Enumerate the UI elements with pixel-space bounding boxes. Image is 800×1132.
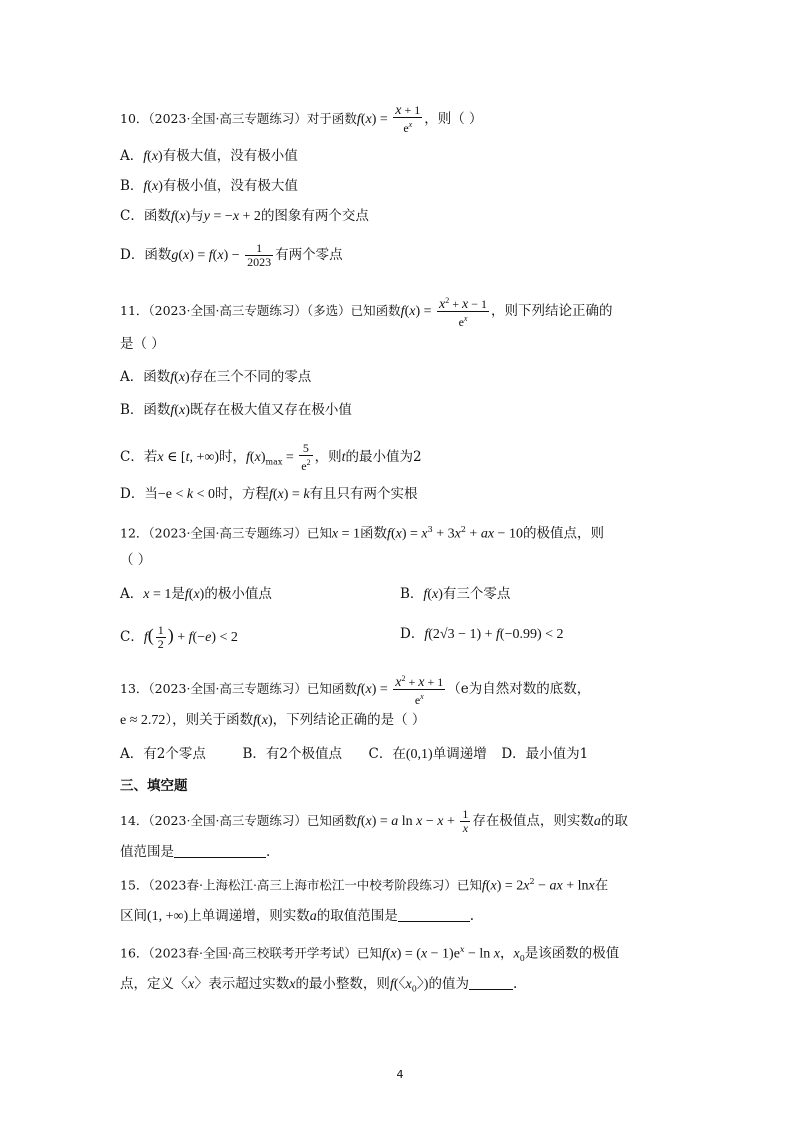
q13-stem: 13．（2023·全国·高三专题练习）已知函数f(x) = $\frac{x^2 + x + 1}{e^x}$ （e为自然对数的底数， — [120, 674, 591, 707]
q12-option-b: B．f(x)有三个零点 — [400, 586, 511, 602]
q11-stem-cont: 是（ ） — [120, 336, 165, 352]
q14-stem: 14．（2023·全国·高三专题练习）已知函数f(x) = a ln x − x + $\frac{1}{x}$ 存在极值点，则实数a的取 — [120, 807, 628, 835]
q10-option-b: B．f(x)有极小值，没有极大值 — [120, 178, 298, 194]
q10-stem: 10．（2023·全国·高三专题练习）对于函数f(x) = $\frac{x + 1}{e^x}$ ，则（ ） — [120, 103, 483, 135]
q11-option-b: B．函数f(x)既存在极大值又存在极小值 — [120, 402, 352, 418]
q16-stem-cont: 点，定义〈x〉表示超过实数x的最小整数，则f(〈$x_0$〉)的值为 . — [120, 976, 518, 994]
q13-option-c: C．在(0,1)单调递增 — [368, 746, 487, 762]
page-number: 4 — [396, 1068, 404, 1081]
q13-option-b: B．有2个极值点 — [242, 746, 342, 762]
q14-stem-cont: 值范围是 . — [120, 844, 271, 860]
q12-option-a: A．x = 1是f(x)的极小值点 — [120, 586, 272, 602]
q13-stem-cont: e ≈ 2.72），则关于函数f(x)，下列结论正确的是（ ） — [120, 712, 426, 728]
q14-answer-blank[interactable] — [174, 843, 266, 858]
q10-option-c: C．函数f(x)与y = −x + 2的图象有两个交点 — [120, 208, 369, 224]
q13-option-d: D．最小值为1 — [501, 746, 589, 762]
q15-stem: 15．（2023春·上海松江·高三上海市松江一中校考阶段练习）已知$f(x) = 2x^2$ − ax + lnx在 — [120, 877, 609, 894]
q15-stem-cont: 区间(1, +∞)上单调递增，则实数a的取值范围是 . — [120, 908, 474, 924]
q11-option-d: D．当−e < k < 0时，方程f(x) = k有且只有两个实根 — [120, 486, 418, 502]
q16-answer-blank[interactable] — [469, 975, 513, 990]
q12-stem: 12．（2023·全国·高三专题练习）已知x = 1函数$f(x) = x^3 + 3x^2$ + ax − 10的极值点，则 — [120, 525, 604, 542]
q11-stem: 11．（2023·全国·高三专题练习）（多选）已知函数f(x) = $\frac{x^2 + x - 1}{e^x}$ ，则下列结论正确的 — [120, 296, 613, 329]
q12-option-d: D．f(2√3 − 1) + f(−0.99) < 2 — [400, 626, 564, 642]
q10-option-d: D．函数g(x) = f(x) − $\frac{1}{2023}$ 有两个零点 — [120, 241, 343, 269]
q15-answer-blank[interactable] — [398, 907, 470, 922]
q16-stem: 16．（2023春·全国·高三校联考开学考试）已知$f(x) = (x - 1)e^x - \ln x$，$x_0$是该函数的极值 — [120, 945, 620, 964]
q11-option-c: C．若x ∈ [t, +∞)时，$f(x)_{max}$ = $\frac{5}{e^2}$ ，则t的最小值为2 — [120, 441, 422, 473]
q12-stem-cont: （ ） — [120, 552, 152, 568]
q13-option-a: A．有2个零点 — [120, 746, 206, 762]
q12-option-c: C．f( $\frac{1}{2}$ ) + f(−e) < 2 — [120, 623, 238, 651]
q13-options — [120, 744, 588, 765]
q10-option-a: A．f(x)有极大值，没有极小值 — [120, 148, 298, 164]
section-heading: 三、填空题 — [120, 778, 188, 794]
q11-option-a: A．函数f(x)存在三个不同的零点 — [120, 369, 312, 385]
